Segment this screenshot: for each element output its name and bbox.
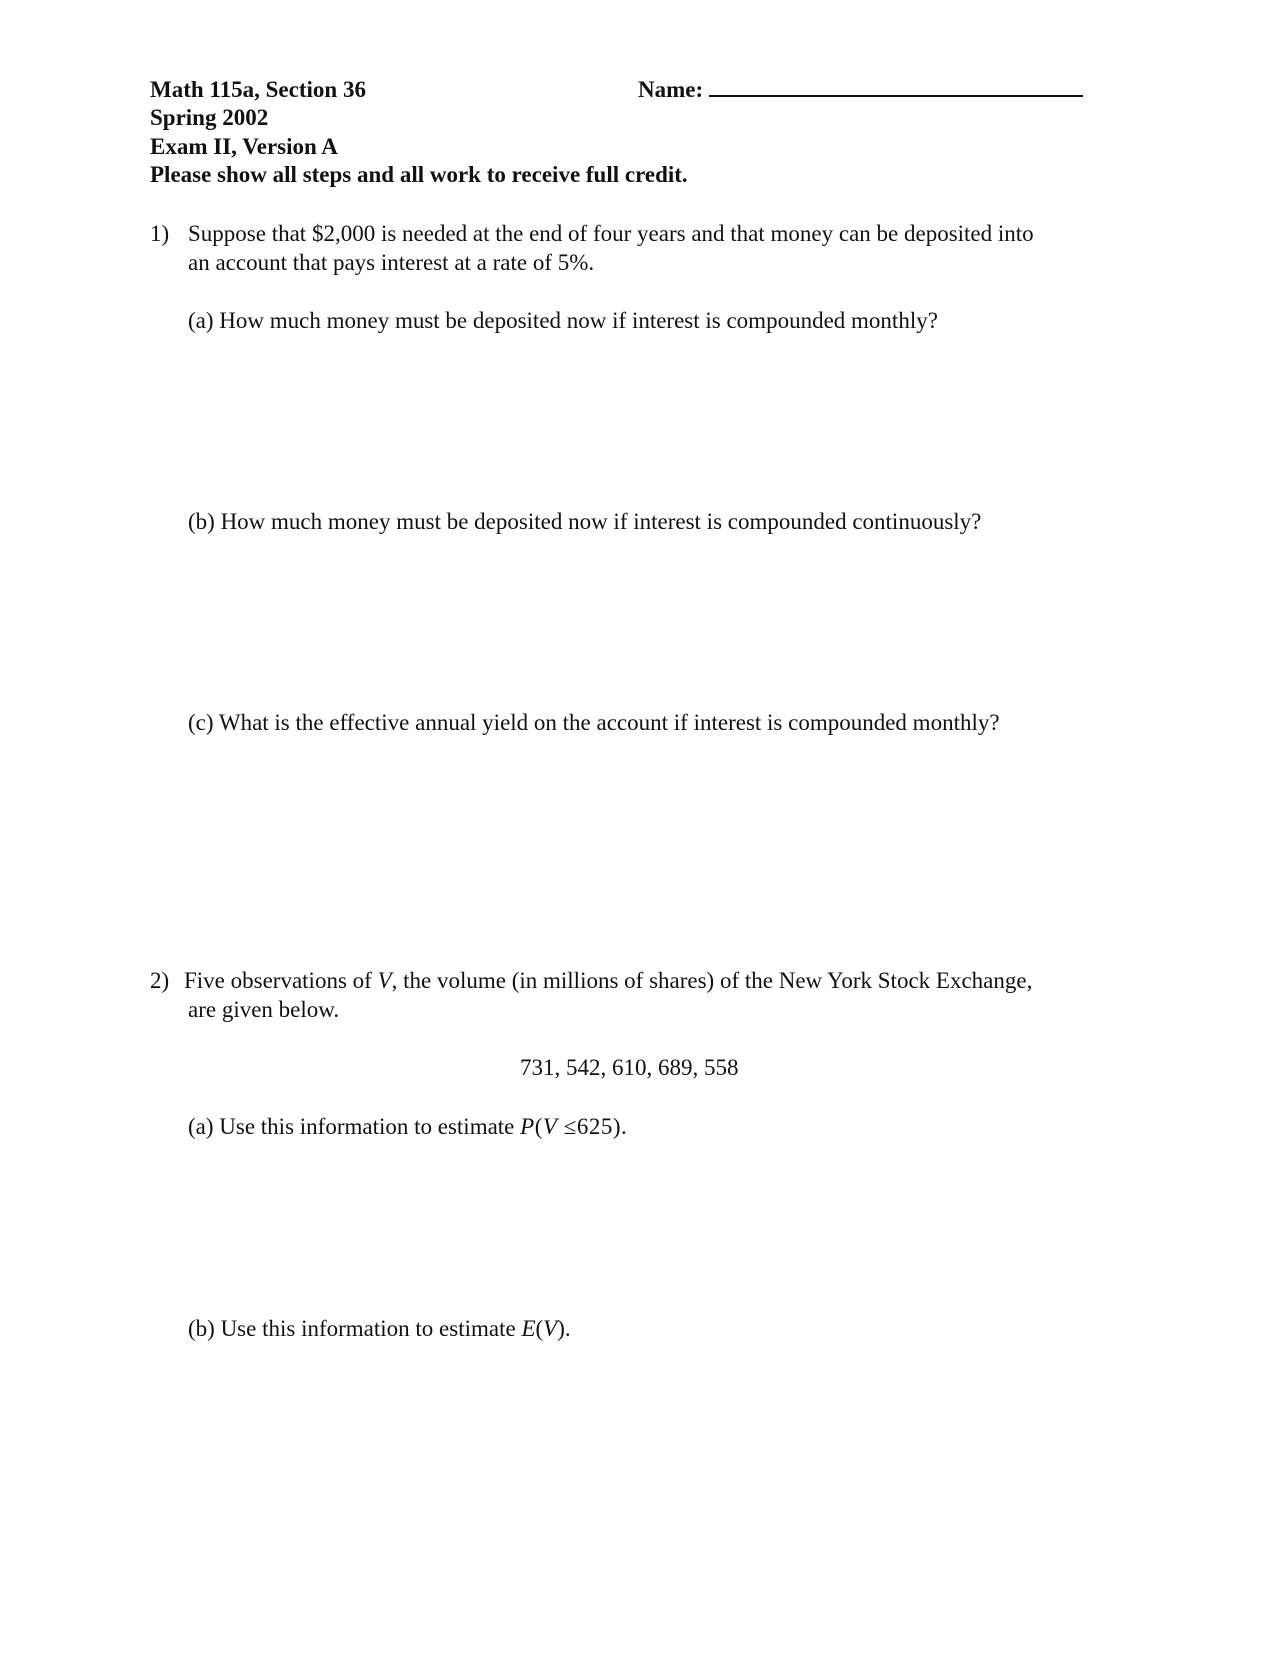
- q2-text-pre: Five observations of: [184, 968, 378, 993]
- name-label: Name:: [638, 77, 704, 102]
- prob-p: P: [520, 1114, 535, 1139]
- q2-text-post: , the volume (in millions of shares) of the New York Stock Exchange,: [391, 968, 1033, 993]
- q1-number: 1): [150, 221, 170, 246]
- name-blank-line[interactable]: [709, 95, 1083, 97]
- term: Spring 2002: [150, 105, 269, 130]
- q2-part-a-text: (a) Use this information to estimate: [188, 1114, 521, 1139]
- q1-text-line2: an account that pays interest at a rate of 5%.: [188, 250, 595, 275]
- paren-open: (: [535, 1316, 544, 1341]
- q1-part-a: (a) How much money must be deposited now if interest is compounded monthly?: [188, 308, 938, 333]
- q2-text-line1: [184, 966, 1032, 995]
- var-v: V: [543, 1316, 558, 1341]
- q1-part-c: (c) What is the effective annual yield on the account if interest is compounded monthly?: [188, 710, 1000, 735]
- q2-part-a: [188, 1112, 627, 1141]
- instructions: Please show all steps and all work to receive full credit.: [150, 162, 688, 187]
- var-v: V: [542, 1114, 558, 1139]
- q2-var-v: V: [377, 968, 392, 993]
- q2-number: 2): [150, 968, 170, 993]
- exam-title: Exam II, Version A: [150, 134, 338, 159]
- q2-part-a-expression: [520, 1114, 627, 1139]
- q2-text-line2: are given below.: [188, 997, 340, 1022]
- paren-open: (: [534, 1114, 543, 1139]
- expect-e: E: [521, 1316, 536, 1341]
- paren-close: ).: [557, 1316, 571, 1341]
- q2-part-b-text: (b) Use this information to estimate: [188, 1316, 522, 1341]
- q1-text-line1: Suppose that $2,000 is needed at the end of four years and that money can be deposited into: [188, 221, 1034, 246]
- q2-observations: 731, 542, 610, 689, 558: [520, 1055, 739, 1080]
- inequality: ≤625).: [557, 1114, 628, 1139]
- name-field: [638, 76, 1083, 104]
- q2-part-b: [188, 1314, 571, 1343]
- q1-part-b: (b) How much money must be deposited now if interest is compounded continuously?: [188, 509, 982, 534]
- course-title: Math 115a, Section 36: [150, 77, 366, 102]
